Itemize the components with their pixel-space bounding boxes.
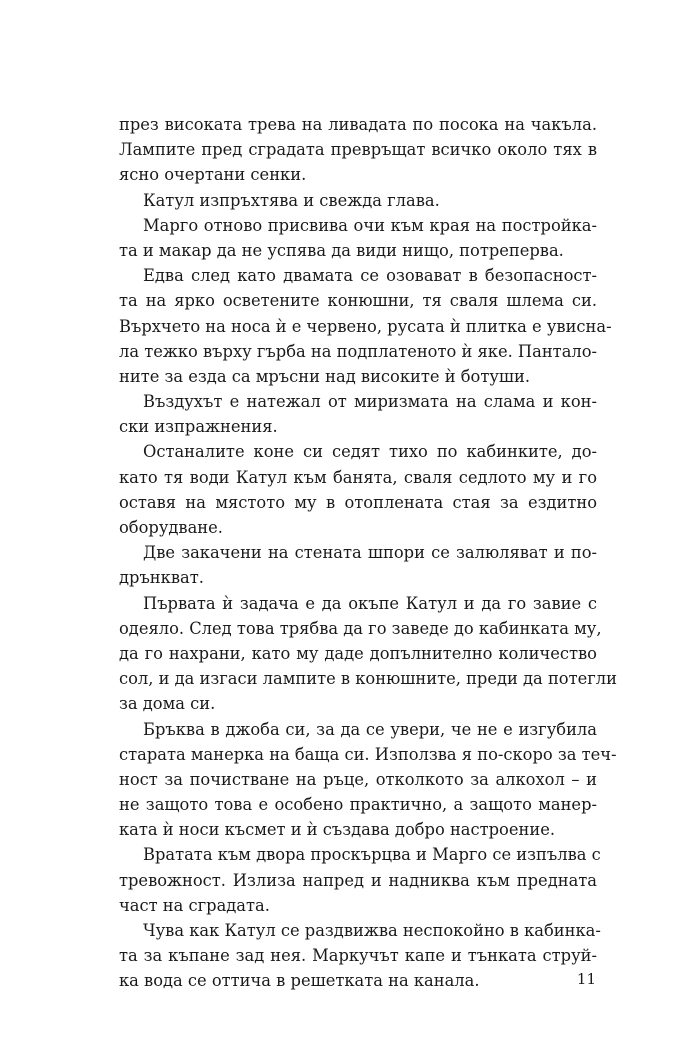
text-line: ката ѝ носи късмет и ѝ създава добро настроение. [119, 820, 556, 840]
text-line: Чува как Катул се раздвижва неспокойно в кабинка- [143, 921, 601, 940]
text-line: за дома си. [119, 694, 216, 714]
paragraph [119, 389, 597, 439]
paragraph [119, 717, 617, 843]
text-line: ните за езда са мръсни над високите ѝ ботуши. [119, 366, 531, 386]
text-line: Бръква в джоба си, за да се увери, че не е изгубила [143, 719, 597, 739]
text-line: сол, и да изгаси лампите в конюшните, преди да потегли [119, 669, 617, 689]
body-text [119, 112, 617, 994]
text-line: Катул изпръхтява и свежда глава. [143, 190, 440, 210]
text-line: та и макар да не успява да види нищо, потреперва. [119, 240, 564, 260]
text-line: ясно очертани сенки. [119, 165, 307, 185]
paragraph [119, 439, 597, 540]
text-line: Едва след като двамата се озовават в безопасност- [143, 266, 597, 286]
text-line: Две закачени на стената шпори се залюляват и по- [143, 543, 597, 563]
paragraph [119, 540, 597, 590]
paragraph [119, 213, 597, 263]
text-line: оставя на мястото му в отоплената стая за ездитно [119, 492, 597, 512]
paragraph [119, 263, 612, 389]
text-line: та за къпане зад нея. Маркучът капе и тънката струй- [119, 946, 597, 966]
text-line: през високата трева на ливадата по посока на чакъла. [119, 115, 597, 134]
text-line: дрънкват. [119, 568, 204, 588]
text-line: като тя води Катул към банята, сваля седлото му и го [119, 467, 597, 487]
text-line: Въздухът е натежал от миризмата на слама и кон- [143, 392, 597, 412]
text-line: Първата ѝ задача е да окъпе Катул и да го завие с [143, 593, 597, 613]
text-line: Марго отново присвива очи към края на постройка- [143, 215, 597, 235]
paragraph [119, 842, 601, 918]
text-line: тревожност. Излиза напред и надниква към предната [119, 870, 597, 890]
text-line: не защото това е особено практично, а защото манер- [119, 795, 597, 815]
page-number: 11 [576, 970, 596, 988]
text-line: част на сградата. [119, 895, 270, 915]
paragraph [119, 112, 597, 188]
text-line: ка вода се оттича в решетката на канала. [119, 971, 480, 991]
text-line: ски изпражнения. [119, 417, 278, 437]
text-line: та на ярко осветените конюшни, тя сваля шлема си. [119, 291, 597, 311]
text-line: Вратата към двора проскърцва и Марго се изпълва с [143, 845, 601, 865]
paragraph [119, 918, 601, 994]
paragraph [119, 591, 617, 717]
text-line: ла тежко върху гърба на подплатеното ѝ яке. Пантало- [119, 341, 598, 361]
text-line: одеяло. След това трябва да го заведе до кабинката му, [119, 618, 602, 638]
text-line: Останалите коне си седят тихо по кабинките, до- [143, 442, 597, 462]
paragraph [119, 188, 597, 213]
text-line: старата манерка на баща си. Използва я по-скоро за теч- [119, 744, 617, 764]
text-line: Върхчето на носа ѝ е червено, русата ѝ плитка е увисна- [119, 316, 612, 336]
text-line: ност за почистване на ръце, отколкото за алкохол – и [119, 769, 597, 789]
text-line: оборудване. [119, 518, 223, 537]
text-line: да го нахрани, като му даде допълнително количество [119, 643, 597, 663]
text-line: Лампите пред сградата превръщат всичко около тях в [119, 140, 597, 160]
